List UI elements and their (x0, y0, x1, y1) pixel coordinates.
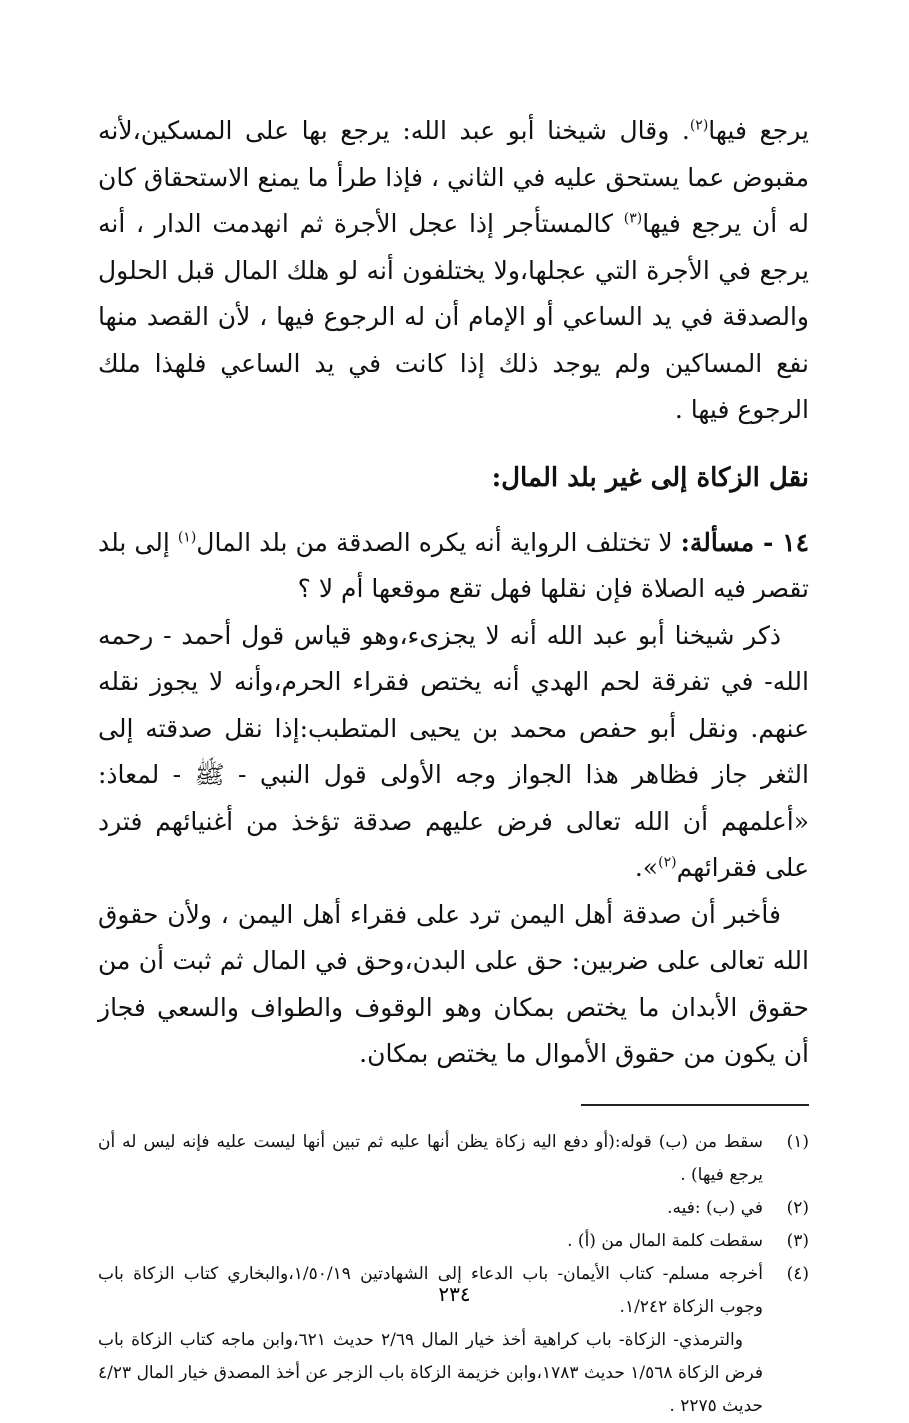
issue-number: ١٤ - مسألة: (680, 527, 809, 557)
footnote-ref-1: (١) (177, 529, 197, 546)
para1-text2: . وقال شيخنا أبو عبد الله: يرجع بها على المسكين،لأنه مقبوض عما يستحق عليه في الثاني ، فإذا طرأ ما يمنع الاستحقاق كان له أن يرجع فيها (98, 116, 809, 238)
main-text (98, 108, 809, 1078)
paragraph-1 (98, 108, 809, 434)
footnote-number: (١) (786, 1131, 809, 1152)
para2-text2: إلى بلد تقصر فيه الصلاة فإن نقلها فهل تقع موقعها أم لا ؟ (98, 527, 809, 603)
footnote-number: (٤) (786, 1263, 809, 1284)
page-number: ٢٣٤ (438, 1284, 471, 1306)
footnote-ref-2b: (٢) (658, 854, 677, 871)
footnote-2 (98, 1192, 809, 1225)
footnote-text: في (ب) :فيه. (667, 1197, 763, 1218)
footnote-3 (98, 1225, 809, 1258)
footnote-1 (98, 1126, 809, 1192)
footnotes (98, 1126, 809, 1423)
section-heading: نقل الزكاة إلى غير بلد المال: (491, 462, 809, 493)
footnote-number: (٣) (786, 1230, 809, 1251)
footnote-separator (581, 1104, 809, 1106)
para1-text3: كالمستأجر إذا عجل الأجرة ثم انهدمت الدار ، أنه يرجع في الأجرة التي عجلها،ولا يختلفون أنه لو هلك المال قبل الحلول والصدقة في يد الساعي أو الإمام أن له الرجوع فيها ، لأن القصد منها نفع المساكين ولم يوجد ذلك إذا كانت في يد الساعي فلهذا ملك الرجوع فيها . (98, 209, 809, 424)
footnote-text: سقط من (ب) قوله:(أو دفع اليه زكاة يظن أنها عليه ثم تبين أنها ليست عليه فإنه ليس له أن يرجع فيها) . (98, 1131, 763, 1185)
para3-text: ذكر شيخنا أبو عبد الله أنه لا يجزىء،وهو قياس قول أحمد - رحمه الله- في تفرقة لحم الهدي أنه يختص فقراء الحرم،وأنه لا يجوز نقله عنهم. ونقل أبو حفص محمد بن يحيى المتطبب:إذا نقل صدقته إلى الثغر جاز فظاهر هذا الجواز وجه الأولى قول النبي - ﷺ - لمعاذ: «أعلمهم أن الله تعالى فرض عليهم صدقة تؤخذ من أغنيائهم فترد على فقرائهم (98, 620, 809, 882)
footnote-4-continuation: والترمذي- الزكاة- باب كراهية أخذ خيار المال ٢/٦٩ حديث ٦٢١،وابن ماجه كتاب الزكاة باب فرض الزكاة ١/٥٦٨ حديث ١٧٨٣،وابن خزيمة الزكاة باب الزجر عن أخذ المصدق خيار المال ٤/٢٣ حديث ٢٢٧٥ . (98, 1329, 763, 1416)
para1-text: يرجع فيها (708, 116, 810, 145)
paragraph-2 (98, 520, 809, 613)
para3-text2: ». (634, 853, 659, 882)
footnote-ref-3: (٣) (623, 210, 643, 227)
footnote-ref-2: (٢) (689, 117, 709, 134)
footnote-text: سقطت كلمة المال من (أ) . (567, 1230, 763, 1251)
footnote-number: (٢) (786, 1197, 809, 1218)
paragraph-4: فأخبر أن صدقة أهل اليمن ترد على فقراء أهل اليمن ، ولأن حقوق الله تعالى على ضربين: حق على البدن،وحق في المال ثم ثبت أن من حقوق الأبدان ما يختص بمكان وهو الوقوف والطواف والسعي فجاز أن يكون من حقوق الأموال ما يختص بمكان. (98, 899, 809, 1068)
paragraph-3 (98, 613, 809, 892)
para2-text: لا تختلف الرواية أنه يكره الصدقة من بلد المال (196, 527, 681, 557)
footnote-text: أخرجه مسلم- كتاب الأيمان- باب الدعاء إلى الشهادتين ١/٥٠/١٩،والبخاري كتاب الزكاة باب وجوب الزكاة ١/٢٤٢. (98, 1263, 763, 1317)
